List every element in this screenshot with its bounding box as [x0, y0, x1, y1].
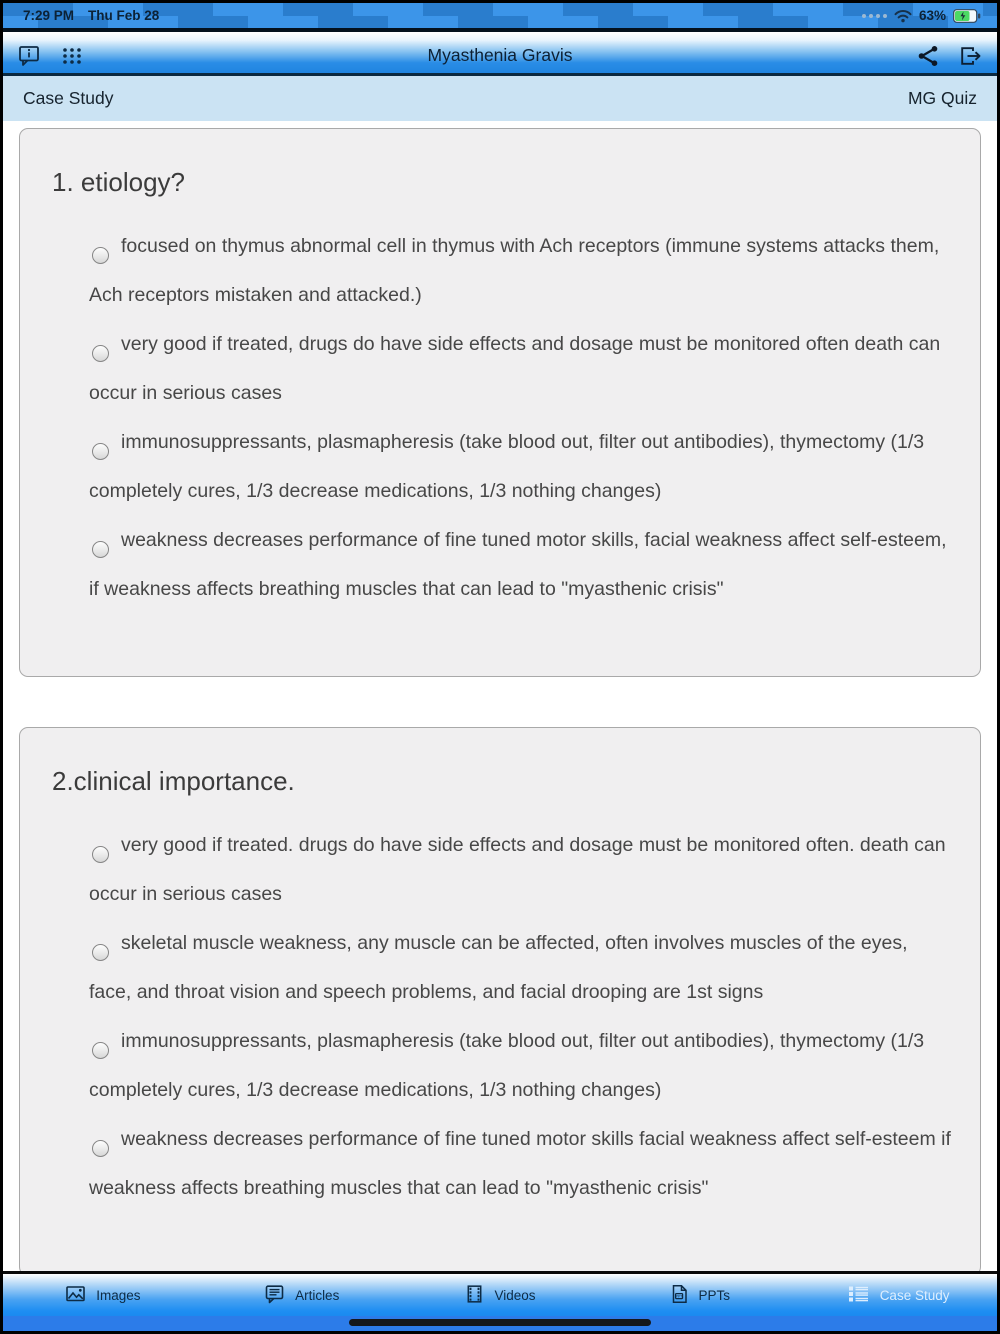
share-icon[interactable]: [916, 44, 940, 68]
answer-option[interactable]: [89, 919, 952, 1017]
radio-button[interactable]: [92, 443, 109, 460]
radio-button[interactable]: [92, 541, 109, 558]
options: [89, 222, 968, 614]
option-label[interactable]: focused on thymus abnormal cell in thymus with Ach receptors (immune systems attacks them, Ach receptors mistaken and attacked.): [89, 235, 940, 306]
question-card: [19, 727, 981, 1271]
options: [89, 821, 968, 1213]
tab-articles[interactable]: [202, 1274, 401, 1316]
video-icon: [464, 1283, 485, 1308]
home-indicator[interactable]: [349, 1319, 651, 1326]
question-title: 1. etiology?: [52, 167, 185, 197]
answer-option[interactable]: [89, 222, 952, 320]
info-bubble-icon[interactable]: [17, 44, 43, 68]
grid-icon[interactable]: [61, 45, 83, 67]
radio-button[interactable]: [92, 1140, 109, 1157]
option-label[interactable]: weakness decreases performance of fine tuned motor skills facial weakness affect self-esteem if weakness affects breathing muscles that can lead to "myasthenic crisis": [89, 1128, 951, 1199]
answer-option[interactable]: [89, 516, 952, 614]
nav-bar: [3, 28, 997, 76]
answer-option[interactable]: [89, 821, 952, 919]
radio-button[interactable]: [92, 944, 109, 961]
option-label[interactable]: weakness decreases performance of fine tuned motor skills, facial weakness affect self-esteem, if weakness affects breathing muscles that can lead to "myasthenic crisis": [89, 529, 947, 600]
answer-option[interactable]: [89, 1017, 952, 1115]
tab-label: PPTs: [698, 1287, 731, 1303]
option-label[interactable]: immunosuppressants, plasmapheresis (take blood out, filter out antibodies), thymectomy (1/3 completely cures, 1/3 decrease medications, 1/3 nothing changes): [89, 431, 925, 502]
radio-button[interactable]: [92, 247, 109, 264]
option-label[interactable]: immunosuppressants, plasmapheresis (take blood out, filter out antibodies), thymectomy (1/3 completely cures, 1/3 decrease medications, 1/3 nothing changes): [89, 1030, 925, 1101]
wifi-icon: [894, 9, 912, 23]
status-date: Thu Feb 28: [88, 8, 160, 23]
status-bar: [3, 3, 997, 28]
answer-option[interactable]: [89, 418, 952, 516]
page-title: Myasthenia Gravis: [427, 45, 573, 65]
tab-label: Case Study: [879, 1287, 950, 1303]
tab-images[interactable]: [3, 1274, 202, 1316]
answer-option[interactable]: [89, 320, 952, 418]
tab-bar: [3, 1271, 997, 1316]
battery-percent: 63%: [918, 8, 946, 23]
ppt-icon: [668, 1283, 690, 1308]
tab-label: Articles: [295, 1287, 340, 1303]
question-title: 2.clinical importance.: [52, 766, 295, 796]
question-card: [19, 128, 981, 677]
home-strip: [3, 1316, 997, 1331]
article-icon: [263, 1283, 286, 1308]
sub-bar: [3, 76, 997, 121]
radio-button[interactable]: [92, 1042, 109, 1059]
option-label[interactable]: very good if treated, drugs do have side effects and dosage must be monitored often death can occur in serious cases: [89, 333, 941, 404]
radio-button[interactable]: [92, 345, 109, 362]
tab-case-study[interactable]: [798, 1274, 997, 1316]
case-study-icon: [846, 1283, 871, 1308]
battery-charging-icon: [953, 9, 981, 23]
tab-label: Videos: [494, 1287, 536, 1303]
answer-option[interactable]: [89, 1115, 952, 1213]
image-icon: [64, 1283, 87, 1308]
mg-quiz-button[interactable]: MG Quiz: [907, 88, 977, 108]
radio-button[interactable]: [92, 846, 109, 863]
cellular-dots-icon: [862, 14, 887, 18]
breadcrumb-case-study: Case Study: [23, 88, 114, 108]
option-label[interactable]: very good if treated. drugs do have side effects and dosage must be monitored often. death can occur in serious cases: [89, 834, 946, 905]
tab-ppts[interactable]: [599, 1274, 798, 1316]
status-time: 7:29 PM: [23, 8, 75, 23]
tab-videos[interactable]: [401, 1274, 600, 1316]
svg-text:PPT: PPT: [675, 1293, 683, 1298]
tab-label: Images: [96, 1287, 141, 1303]
exit-icon[interactable]: [958, 44, 983, 68]
quiz-content: [3, 121, 997, 1271]
option-label[interactable]: skeletal muscle weakness, any muscle can be affected, often involves muscles of the eyes, face, and throat vision and speech problems, and facial drooping are 1st signs: [89, 932, 908, 1003]
